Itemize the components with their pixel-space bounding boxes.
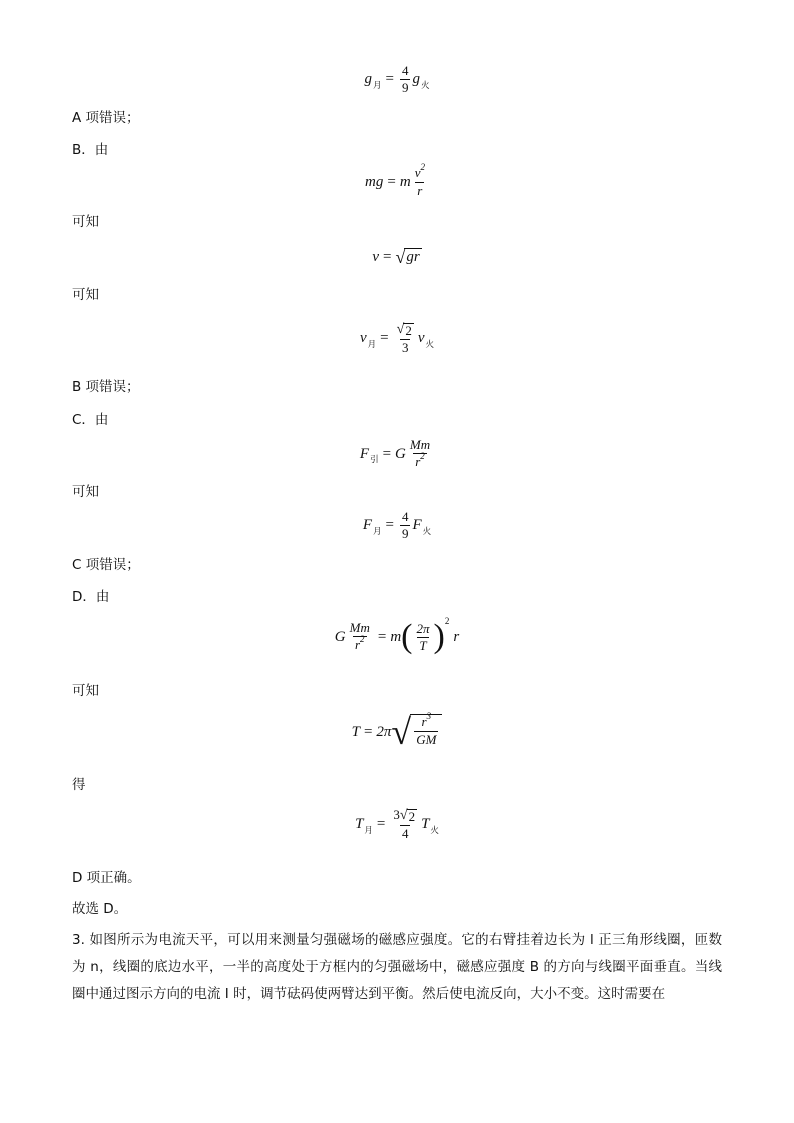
symbol-g: g xyxy=(412,71,420,87)
question-3-text: 3. 如图所示为电流天平，可以用来测量匀强磁场的磁感应强度。它的右臂挂着边长为 l 正三角形线圈，匝数为 n，线圈的底边水平，一半的高度处于方框内的匀强磁场中，磁感应强度 B 的方向与线圈平面垂直。当线圈中通过图示方向的电流 I 时，调节砝码使两臂达到平衡。然后使电流反向，大小不变。这时需要在 xyxy=(72,932,722,1002)
symbol-g: g xyxy=(364,71,372,87)
symbol-f: F xyxy=(362,517,372,533)
equation-v-moon: v 月 = √ 2 3 v 火 xyxy=(359,322,435,355)
symbol-v: v xyxy=(372,248,379,265)
text-b-wrong: B 项错误； xyxy=(72,379,140,395)
equation-velocity: v = √ gr xyxy=(372,247,420,267)
superscript: 2 xyxy=(420,162,425,172)
subscript-gravity: 引 xyxy=(370,455,379,465)
equation-centripetal: m g = m $\frac{v^2}{r}$ xyxy=(365,162,425,198)
symbol-g: g xyxy=(375,173,384,190)
fraction-4-9 xyxy=(400,64,411,95)
symbol-v: v xyxy=(359,330,367,346)
subscript-moon: 月 xyxy=(373,80,382,91)
numerator: 4 xyxy=(401,509,409,524)
symbol-t: T xyxy=(351,723,360,740)
radicand: 2 xyxy=(408,809,416,824)
fraction-3sqrt2-4 xyxy=(391,808,419,841)
numerator: Mm xyxy=(349,620,370,635)
sqrt-r3-gm: √ $\frac{r^3}{GM}$ xyxy=(391,714,442,750)
text-kezhi: 可知 xyxy=(72,683,99,699)
denominator: 9 xyxy=(401,526,409,541)
equation-orbit-period: G $\frac{Mm}{r^2}$ = m ( $\frac{2\pi}{T}$ ) 2 r xyxy=(334,616,460,655)
subscript-moon: 月 xyxy=(364,825,373,836)
symbol-v: v xyxy=(417,330,425,346)
denominator: T xyxy=(419,637,427,653)
numerator xyxy=(420,711,434,731)
fraction-sqrt2-3 xyxy=(395,322,416,355)
equation-period: T = 2π √ $\frac{r^3}{GM}$ xyxy=(0,714,794,750)
numerator: √ 2 xyxy=(396,322,412,338)
fraction-mm-r2 xyxy=(408,438,432,470)
denominator: 4 xyxy=(401,826,409,841)
fraction-v2-r xyxy=(413,162,427,198)
text-kezhi: 可知 xyxy=(72,287,99,303)
radicand: gr xyxy=(406,249,420,265)
coefficient: 3 xyxy=(393,807,400,822)
text-d-correct: D 项正确。 xyxy=(72,870,141,886)
text-d-from: D．由 xyxy=(72,589,110,605)
text-a-wrong: A 项错误； xyxy=(72,110,140,126)
text-c-wrong: C 项错误； xyxy=(72,557,140,573)
fraction-4-9 xyxy=(400,510,411,541)
text-answer: 故选 D。 xyxy=(72,901,128,917)
numerator: Mm xyxy=(409,437,431,452)
sqrt-gr: √ gr xyxy=(395,247,420,267)
equation-f-moon: F 月 = $\frac{4}{9}$ F 火 xyxy=(362,509,432,541)
symbol-r: r xyxy=(415,454,421,469)
text-kezhi: 可知 xyxy=(72,484,99,500)
subscript-mars: 火 xyxy=(425,339,435,350)
denominator xyxy=(353,636,367,653)
equation-t-moon: T 月 = 3 √ 2 4 T 火 xyxy=(355,807,439,841)
coefficient: 2π xyxy=(376,723,392,740)
superscript: 3 xyxy=(426,711,432,721)
denominator: GM xyxy=(416,732,437,747)
subscript-mars: 火 xyxy=(430,825,439,836)
subscript-moon: 月 xyxy=(373,526,382,537)
symbol-r: r xyxy=(421,714,427,729)
symbol-f: F xyxy=(359,445,370,462)
superscript: 2 xyxy=(420,451,425,461)
symbol-t: T xyxy=(355,816,364,832)
symbol-m: m xyxy=(390,628,402,645)
symbol-r: r xyxy=(453,628,460,645)
subscript-moon: 月 xyxy=(367,339,377,350)
text-b-from: B．由 xyxy=(72,142,109,158)
superscript: 2 xyxy=(360,634,365,644)
numerator: 2π xyxy=(416,620,430,636)
symbol-m: m xyxy=(365,173,376,190)
denominator: r xyxy=(417,183,423,198)
superscript: 2 xyxy=(444,616,450,626)
symbol-m: m xyxy=(399,173,411,190)
denominator: 3 xyxy=(401,340,409,355)
text-c-from: C．由 xyxy=(72,412,109,428)
fraction-r3-gm xyxy=(414,711,438,747)
numerator: 3 √ 2 xyxy=(393,807,416,824)
subscript-mars: 火 xyxy=(422,526,432,537)
symbol-t: T xyxy=(421,816,430,832)
text-kezhi: 可知 xyxy=(72,214,99,230)
symbol-g-const: G xyxy=(334,628,346,645)
symbol-v: v xyxy=(414,165,421,180)
symbol-g-const: G xyxy=(395,445,406,462)
numerator: 4 xyxy=(401,63,409,78)
fraction-mm-r2 xyxy=(348,621,372,653)
symbol-f: F xyxy=(412,517,422,533)
equation-gravitation: F 引 = G $\frac{Mm}{r^2}$ xyxy=(359,437,431,469)
numerator xyxy=(413,162,427,182)
subscript-mars: 火 xyxy=(420,80,430,91)
equation-g-moon: g 月 = $\frac{4}{9}$ g 火 xyxy=(364,63,430,95)
text-de: 得 xyxy=(72,777,86,793)
denominator: 9 xyxy=(401,80,409,95)
denominator xyxy=(413,453,427,470)
radicand: 2 xyxy=(405,323,412,338)
symbol-r: r xyxy=(354,637,361,652)
fraction-2pi-t xyxy=(415,622,432,653)
